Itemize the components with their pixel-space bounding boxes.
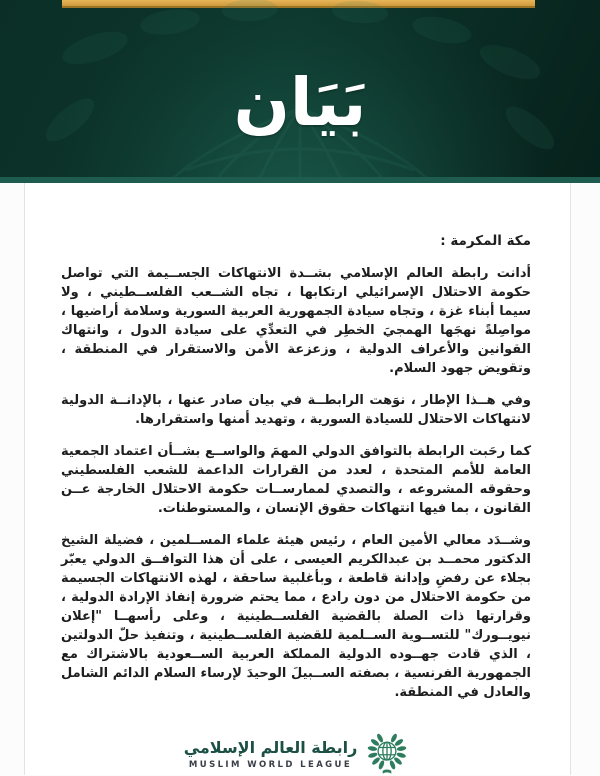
statement-paragraph-3: كما رحَبت الرابطة بالتوافق الدولي المهمَ والواســع بشــأن اعتماد الجمعية العامة للأمم المتحدة ، لعدد من القرارات الداعمة للشعب الفلسطيني وحقوقه المشروعه ، والتصدي لممارســات حكومة الاحتلال الخارجة عــن القانون ، بما فيها انتهاكات حقوق الإنسان ، والمستوطنات. (61, 444, 531, 516)
statement-header (0, 0, 600, 183)
statement-paragraph-2: وفي هــذا الإطار ، نوَهت الرابطــة في بيان صادر عنها ، بالإدانــة الدولية لانتهاكات الاحتلال للسيادة السورية ، وتهديد أمنها واستقرارها. (61, 393, 531, 427)
statement-paragraph-4: وشــدَد معالي الأمين العام ، رئيس هيئة علماء المســلمين ، فضيلة الشيخ الدكتور محمــد بن عبدالكريم العيسى ، على أن هذا التوافــق الدولي يعبّر بجلاء عن رفضِ وإدانة قاطعة ، وبأغلبية ساحقة ، لهذه الانتهاكات الجسيمة من حكومة الاحتلال من دون رادع ، مما يحتم ضرورة إنفاذ الإرادة الدولية ، وقرارتها ذات الصلة بالقضية الفلســطينية ، وعلى رأسهــا "إعلان نيويــورك" للتســوية الســلمية للقضية الفلســطينية ، وتنفيذ حلّ الدولتين ، الذي قادت جهــوده الدولية المملكة العربية الســعودية بالاشتراك مع الجمهورية الفرنسية ، بصفته الســبيلَ الوحيدَ لإرساء السلام الدائم الشامل والعادل في المنطقة. (61, 533, 531, 700)
mwl-logo-text (184, 738, 358, 770)
calligraphy-title: بَيَان (233, 64, 367, 141)
city-heading: مكة المكرمة : (440, 233, 531, 249)
mwl-logo-arabic-name: رابطة العالم الإسلامي (183, 737, 358, 757)
statement-body-card (24, 183, 571, 775)
mwl-logo (61, 732, 531, 776)
mwl-logo-english-name: MUSLIM WORLD LEAGUE (188, 760, 353, 771)
statement-paragraph-1: أدانت رابطة العالم الإسلامي بشــدة الانتهاكات الجســيمة التي تواصل حكومة الاحتلال الإسرائيلي ارتكابها ، تجاه الشــعب الفلســطيني ، ولا سيما أبناء غزة ، وتجاه سيادة الجمهورية العربية السورية وسلامة أراضيها ، مواصِلةً نهجَها الهمجيَ الخطِر في التعدِّي على سيادة الدول ، وانتهاك القوانين والأعراف الدولية ، وزعزعة الأمن والاستقرار في المنطقة ، وتقويض جهود السلام. (61, 266, 531, 376)
mwl-emblem-icon (366, 732, 408, 776)
